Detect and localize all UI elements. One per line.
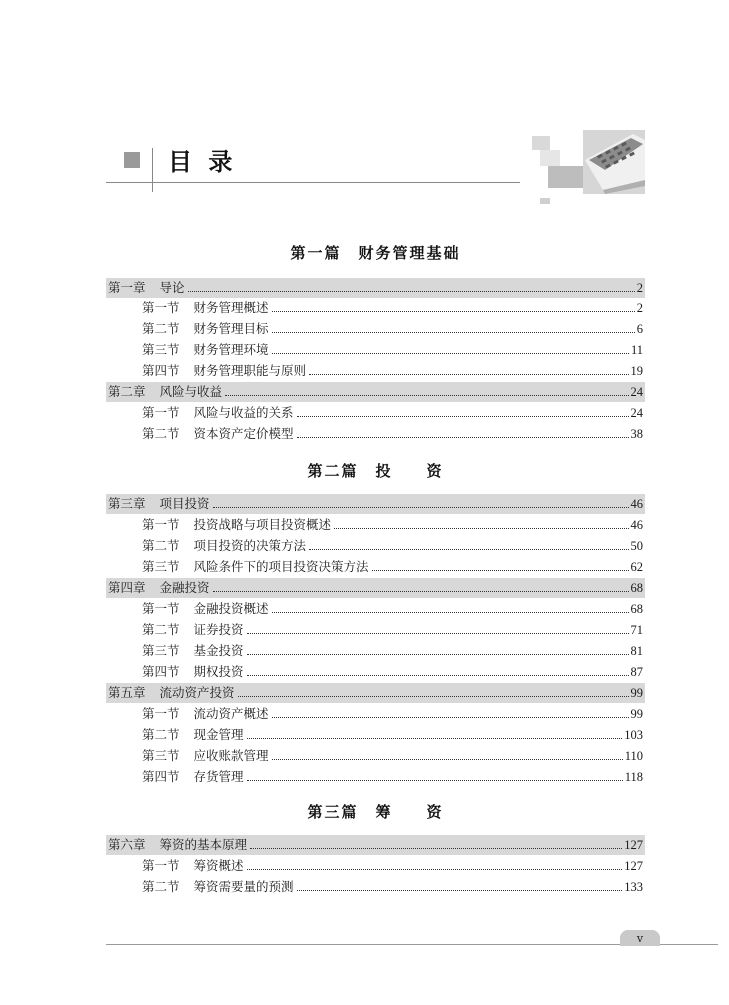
page-number: 127 — [624, 838, 643, 852]
section-number: 第二节 — [142, 622, 180, 637]
dot-leader — [238, 696, 629, 697]
chapter-number: 第六章 — [108, 837, 146, 852]
part-title: 第三篇 筹 资 — [307, 803, 444, 821]
section-number: 第一节 — [142, 858, 180, 873]
chapter-number: 第五章 — [108, 685, 146, 700]
section-number: 第二节 — [142, 879, 180, 894]
decor-block — [532, 136, 550, 150]
section-number: 第二节 — [142, 426, 180, 441]
page-number: 71 — [630, 623, 643, 637]
dot-leader — [247, 633, 629, 634]
section-title: 流动资产概述 — [193, 706, 269, 721]
toc-chapter-row[interactable] — [106, 382, 645, 402]
chapter-title: 流动资产投资 — [159, 685, 235, 700]
part-title: 第二篇 投 资 — [307, 462, 444, 480]
section-title: 投资战略与项目投资概述 — [193, 517, 332, 532]
page-number: 87 — [630, 665, 643, 679]
header-square-icon — [124, 152, 140, 168]
section-number: 第三节 — [142, 643, 180, 658]
dot-leader — [309, 374, 628, 375]
section-title: 筹资需要量的预测 — [193, 879, 294, 894]
toc-section-row[interactable] — [106, 298, 645, 318]
dot-leader — [247, 654, 629, 655]
toc-section-row[interactable] — [106, 340, 645, 360]
section-number: 第二节 — [142, 321, 180, 336]
section-title: 财务管理环境 — [193, 342, 269, 357]
chapter-title: 项目投资 — [159, 496, 210, 511]
section-title: 财务管理职能与原则 — [193, 363, 307, 378]
page-number: 127 — [624, 859, 643, 873]
dot-leader — [247, 738, 623, 739]
toc-section-row[interactable] — [106, 856, 645, 876]
dot-leader — [272, 353, 629, 354]
toc-section-row[interactable] — [106, 620, 645, 640]
section-number: 第一节 — [142, 706, 180, 721]
dot-leader — [213, 591, 629, 592]
page-number: 68 — [630, 602, 643, 616]
decor-block — [540, 150, 560, 166]
dot-leader — [297, 437, 629, 438]
dot-leader — [250, 848, 622, 849]
page-number: 99 — [630, 686, 643, 700]
page-number: 11 — [630, 343, 643, 357]
toc-section-row[interactable] — [106, 515, 645, 535]
page-number: 133 — [624, 880, 643, 894]
toc-section-row[interactable] — [106, 599, 645, 619]
page-number: 68 — [630, 581, 643, 595]
section-title: 存货管理 — [193, 769, 244, 784]
section-number: 第四节 — [142, 769, 180, 784]
section-number: 第二节 — [142, 538, 180, 553]
page-title: 目 录 — [168, 148, 237, 176]
toc-chapter-row[interactable] — [106, 278, 645, 298]
dot-leader — [272, 612, 629, 613]
header-divider — [152, 148, 153, 192]
chapter-number: 第四章 — [108, 580, 146, 595]
part-title: 第一篇 财务管理基础 — [290, 244, 461, 262]
page-number: 46 — [630, 518, 643, 532]
toc-chapter-row[interactable] — [106, 494, 645, 514]
dot-leader — [297, 890, 623, 891]
section-number: 第三节 — [142, 342, 180, 357]
page-number: 50 — [630, 539, 643, 553]
page-number: 81 — [630, 644, 643, 658]
chapter-number: 第一章 — [108, 280, 146, 295]
section-title: 期权投资 — [193, 664, 244, 679]
section-number: 第一节 — [142, 601, 180, 616]
toc-section-row[interactable] — [106, 877, 645, 897]
page-number: 24 — [630, 385, 643, 399]
section-title: 项目投资的决策方法 — [193, 538, 307, 553]
dot-leader — [272, 332, 635, 333]
toc-section-row[interactable] — [106, 319, 645, 339]
dot-leader — [272, 759, 623, 760]
dot-leader — [372, 570, 629, 571]
page-number: 19 — [630, 364, 643, 378]
section-number: 第一节 — [142, 405, 180, 420]
section-number: 第三节 — [142, 748, 180, 763]
toc-section-row[interactable] — [106, 725, 645, 745]
dot-leader — [309, 549, 628, 550]
decor-block — [540, 198, 550, 204]
dot-leader — [247, 675, 629, 676]
toc-section-row[interactable] — [106, 767, 645, 787]
toc-section-row[interactable] — [106, 403, 645, 423]
section-title: 证券投资 — [193, 622, 244, 637]
toc-chapter-row[interactable] — [106, 683, 645, 703]
page-number: 99 — [630, 707, 643, 721]
page-number: 110 — [624, 749, 643, 763]
page-number: 2 — [636, 301, 643, 315]
dot-leader — [272, 311, 635, 312]
page-number: 46 — [630, 497, 643, 511]
section-title: 筹资概述 — [193, 858, 244, 873]
section-number: 第三节 — [142, 559, 180, 574]
dot-leader — [247, 780, 623, 781]
section-number: 第四节 — [142, 664, 180, 679]
section-title: 现金管理 — [193, 727, 244, 742]
section-number: 第二节 — [142, 727, 180, 742]
section-number: 第一节 — [142, 517, 180, 532]
page-number: 6 — [636, 322, 643, 336]
section-title: 风险与收益的关系 — [193, 405, 294, 420]
page-number-tab: v — [620, 930, 660, 946]
toc-section-row[interactable] — [106, 361, 645, 381]
toc-section-row[interactable] — [106, 557, 645, 577]
section-title: 应收账款管理 — [193, 748, 269, 763]
chapter-title: 金融投资 — [159, 580, 210, 595]
chapter-number: 第三章 — [108, 496, 146, 511]
section-title: 资本资产定价模型 — [193, 426, 294, 441]
calculator-icon — [583, 130, 645, 194]
dot-leader — [297, 416, 629, 417]
dot-leader — [225, 395, 628, 396]
dot-leader — [247, 869, 623, 870]
section-title: 金融投资概述 — [193, 601, 269, 616]
chapter-number: 第二章 — [108, 384, 146, 399]
toc-section-row[interactable] — [106, 536, 645, 556]
toc-section-row[interactable] — [106, 746, 645, 766]
page-number: 118 — [624, 770, 643, 784]
page-number: 2 — [636, 281, 643, 295]
section-title: 基金投资 — [193, 643, 244, 658]
section-title: 财务管理目标 — [193, 321, 269, 336]
section-number: 第四节 — [142, 363, 180, 378]
header-rule — [106, 182, 520, 183]
chapter-title: 风险与收益 — [159, 384, 223, 399]
chapter-title: 导论 — [159, 280, 185, 295]
chapter-title: 筹资的基本原理 — [159, 837, 248, 852]
dot-leader — [213, 507, 629, 508]
toc-section-row[interactable] — [106, 704, 645, 724]
toc-section-row[interactable] — [106, 641, 645, 661]
page-number: 103 — [624, 728, 643, 742]
toc-section-row[interactable] — [106, 424, 645, 444]
section-number: 第一节 — [142, 300, 180, 315]
dot-leader — [188, 291, 635, 292]
section-title: 财务管理概述 — [193, 300, 269, 315]
dot-leader — [272, 717, 629, 718]
toc-chapter-row[interactable] — [106, 835, 645, 855]
section-title: 风险条件下的项目投资决策方法 — [193, 559, 369, 574]
dot-leader — [334, 528, 628, 529]
page-number: 38 — [630, 427, 643, 441]
page-number: 24 — [630, 406, 643, 420]
page-number: 62 — [630, 560, 643, 574]
toc-section-row[interactable] — [106, 662, 645, 682]
decor-block — [548, 166, 584, 188]
toc-chapter-row[interactable] — [106, 578, 645, 598]
